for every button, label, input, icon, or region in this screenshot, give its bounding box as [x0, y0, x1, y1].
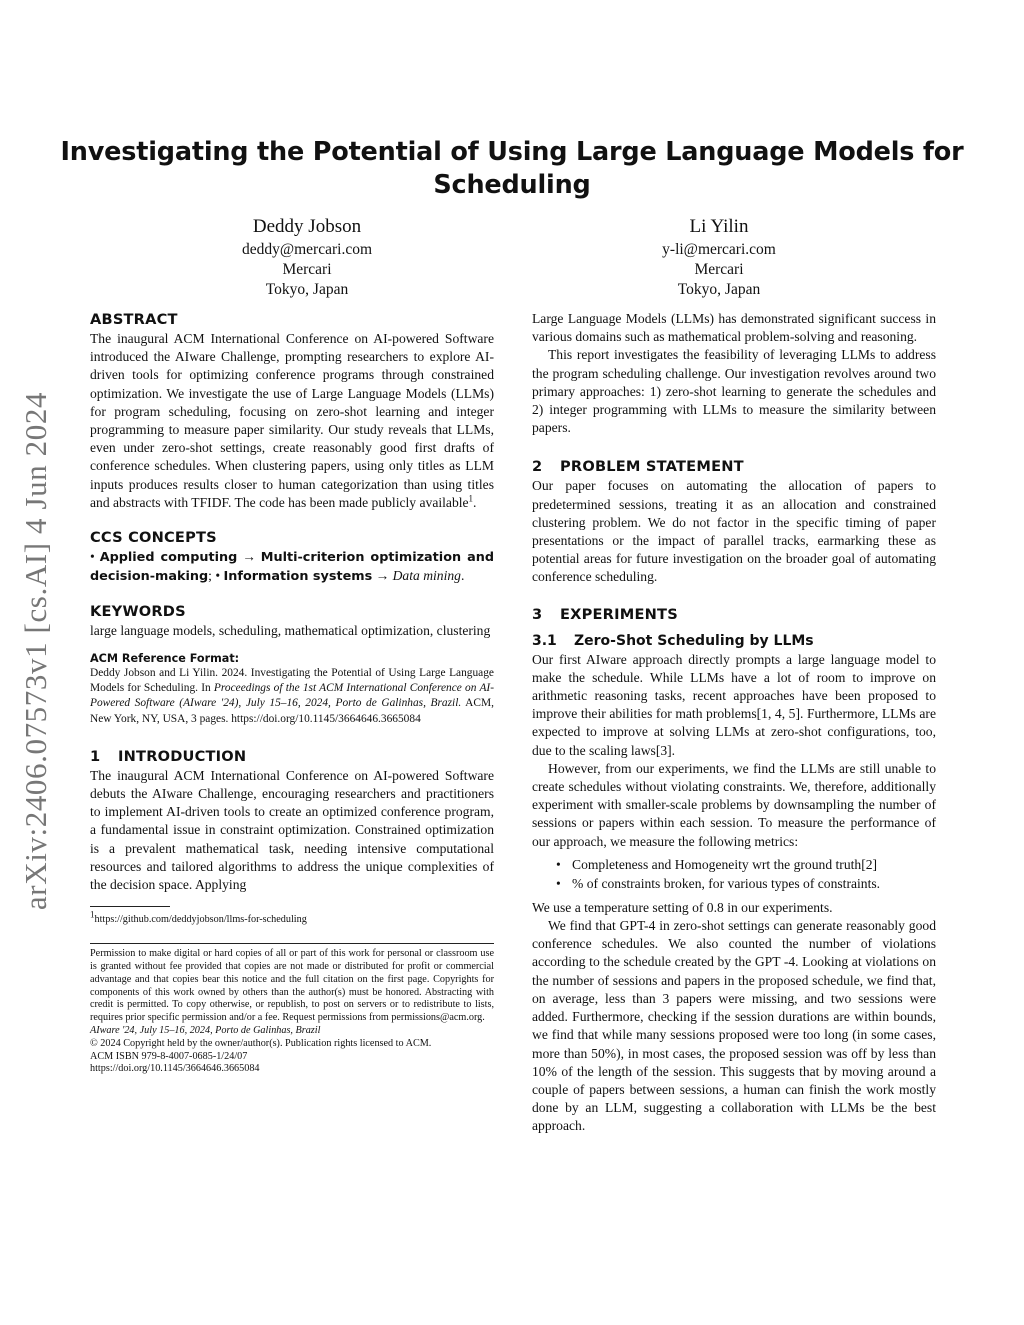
experiments-heading: 3 EXPERIMENTS	[532, 605, 678, 623]
author-block-1	[142, 214, 472, 300]
intro-section	[90, 747, 494, 894]
experiments-section	[532, 605, 936, 1136]
author-name: Li Yilin	[689, 216, 749, 237]
subsection-heading: 3.1 Zero-Shot Scheduling by LLMs	[532, 632, 814, 649]
problem-statement-heading: 2 PROBLEM STATEMENT	[532, 458, 744, 476]
intro-heading: 1 INTRODUCTION	[90, 747, 247, 765]
permission-doi[interactable]: https://doi.org/10.1145/3664646.3665084	[90, 1063, 260, 1075]
footnote: $^1$https://github.com/deddyjobson/llms-for-scheduling	[90, 909, 307, 926]
permission-rule	[90, 943, 494, 944]
intro-paragraph-2: This report investigates the feasibility of leveraging LLMs to address the program scheduling challenge. Our investigation revolves around two primary approaches: 1) zero-shot learning to generate the schedules and 2) integer programming with LLMs to measure the similarity between papers.	[532, 347, 936, 436]
ccs-section	[90, 528, 494, 586]
permission-copyright: © 2024 Copyright held by the owner/author(s). Publication rights licensed to ACM.	[90, 1037, 432, 1049]
ref-format-text: Deddy Jobson and Li Yilin. 2024. Investigating the Potential of Using Large Language Models for Scheduling. In Proceedings of the 1st ACM International Conference on AI-Powered Software (AIware '24), July 15–16, 2024, Porto de Galinhas, Brazil. ACM, New York, NY, USA, 3 pages. https://doi.org/10.1145/3664646.3665084	[90, 666, 495, 725]
list-item: • % of constraints broken, for various types of constraints.	[572, 874, 936, 893]
ccs-concepts: • Applied computing → Multi-criterion optimization and decision-making; • Information systems → Data mining.	[90, 549, 494, 585]
footnote-link[interactable]: https://github.com/deddyjobson/llms-for-scheduling	[94, 914, 307, 926]
left-column	[90, 310, 494, 1076]
intro-continued: Large Language Models (LLMs) has demonstrated significant success in various domains such as mathematical problem-solving and reasoning.	[532, 311, 936, 345]
problem-statement-text: Our paper focuses on automating the allocation of papers to predetermined sessions, treating it as an allocation and constrained clustering problem. We do not factor in the specific timing of paper presentations or the impact of parallel tracks, earmarking these as potential areas for future investigation on the broader goal of automating conference scheduling.	[532, 478, 936, 585]
paper-title: Investigating the Potential of Using Large Language Models for Scheduling	[60, 137, 964, 200]
author-name: Deddy Jobson	[252, 216, 362, 237]
keywords-section	[90, 602, 494, 640]
permission-isbn: ACM ISBN 979-8-4007-0685-1/24/07	[90, 1050, 248, 1062]
ref-format-heading: ACM Reference Format:	[90, 651, 240, 665]
abstract-heading: ABSTRACT	[90, 311, 178, 328]
keywords-heading: KEYWORDS	[90, 603, 186, 621]
subsection-paragraph-4: We find that GPT-4 in zero-shot settings can generate reasonably good conference schedules. We also counted the number of violations according to the schedule created by the GPT -4. Looking at violations on the number of sessions and papers in the proposed schedule, we find that, on average, less than 3 papers were missing, and two sessions were added. Furthermore, checking if the session durations are within bounds, we find that while many sessions proposed were too long (in some cases, more than 50%), in most cases, the proposed session was off by less than 10% of the length of the session. This suggests that by moving around a couple of papers between sessions, a human can finish the work mostly done by an LLM, suggesting a collaboration with LLMs be the best approach.	[532, 918, 936, 1134]
permission-block	[90, 948, 494, 1076]
permission-venue: AIware '24, July 15–16, 2024, Porto de Galinhas, Brazil	[90, 1025, 321, 1037]
metrics-list	[532, 855, 936, 893]
abstract-text: The inaugural ACM International Conference on AI-powered Software introduced the AIware Challenge, prompting researchers to explore AI-driven tools for optimizing conference programs through constrained optimization. We investigate the use of Large Language Models (LLMs) for program scheduling, focusing on zero-shot learning and integer programming to measure paper similarity. Our study reveals that LLMs, even under zero-shot settings, create reasonably good first drafts of conference schedules. When clustering papers, using only titles as LLM inputs produces results closer to human categorization than using titles and abstracts with TFIDF. The code has been made publicly available$^1$.	[90, 331, 494, 510]
footnote-mark: 1	[468, 493, 474, 504]
right-column	[532, 310, 936, 1136]
subsection-paragraph-3: We use a temperature setting of 0.8 in our experiments.	[532, 899, 833, 915]
keywords-text: large language models, scheduling, mathematical optimization, clustering	[90, 623, 491, 639]
author-location: Tokyo, Japan	[677, 281, 761, 298]
author-email: deddy@mercari.com	[241, 241, 373, 258]
list-item: • Completeness and Homogeneity wrt the ground truth[2]	[572, 855, 936, 874]
author-block-2	[554, 214, 884, 300]
arxiv-id: arXiv:2406.07573v1 [cs.AI] 4 Jun 2024	[18, 391, 54, 910]
permission-text: Permission to make digital or hard copies of all or part of this work for personal or classroom use is granted without fee provided that copies are not made or distributed for profit or commercial advantage and that copies bear this notice and the full citation on the first page. Copyrights for components of this work owned by others than the author(s) must be honored. Abstracting with credit is permitted. To copy otherwise, or republish, to post on servers or to redistribute to lists, requires prior specific permission and/or a fee. Request permissions from permissions@acm.org.	[90, 948, 494, 1024]
subsection-paragraph-2: However, from our experiments, we find the LLMs are still unable to create schedules without violating constraints. We, therefore, additionally experiment with smaller-scale problems by downsampling the number of sessions or papers within each session. To measure the performance of our approach, we measure the following metrics:	[532, 760, 936, 849]
arxiv-sidebar-stamp	[14, 378, 58, 923]
subsection-paragraph-1: Our first AIware approach directly prompts a large language model to make the schedule. While LLMs have a lot of room to improve on arithmetic reasoning tasks, recent approaches have been proposed to improve their abilities for math problems[1, 4, 5]. Furthermore, LLMs are expected to improve at solving LLMs at zero-shot configurations, too, due to the scaling laws[3].	[532, 651, 936, 758]
author-org: Mercari	[282, 261, 332, 278]
intro-text: The inaugural ACM International Conference on AI-powered Software debuts the AIware Challenge, encouraging researchers and practitioners to implement AI-driven tools to create an optimized conference program, a fundamental issue in constraint optimization. Constrained optimization is a prevalent mathematical task, needing intensive computational resources and tailored algorithms to address the unique complexities of the decision space. Applying	[90, 767, 494, 893]
author-org: Mercari	[694, 261, 744, 278]
ccs-heading: CCS CONCEPTS	[90, 529, 217, 547]
author-location: Tokyo, Japan	[265, 281, 349, 298]
footnote-rule	[90, 906, 170, 907]
author-email: y-li@mercari.com	[662, 241, 776, 258]
problem-statement-section	[532, 457, 936, 586]
